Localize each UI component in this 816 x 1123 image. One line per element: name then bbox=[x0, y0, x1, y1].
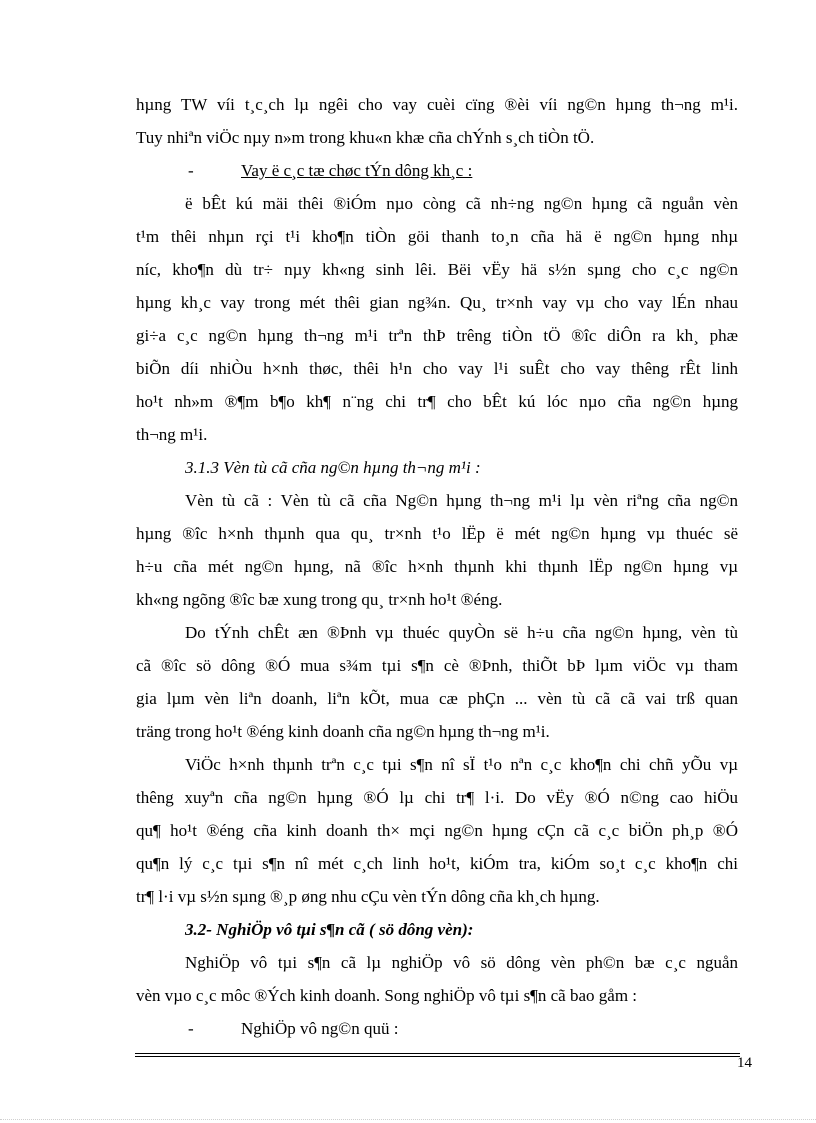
text-line: träng trong ho¹t ®éng kinh doanh cña ng©n hµng th¬ng m¹i. bbox=[136, 722, 550, 741]
text-line: ho¹t nh»m ®¶m b¶o kh¶ n¨ng chi tr¶ cho bÊt kú lóc nµo cña ng©n hµng bbox=[136, 392, 738, 411]
text-line: biÕn díi nhiÒu h×nh thøc, thêi h¹n cho vay l¹i suÊt cho vay thêng rÊt linh bbox=[136, 359, 738, 378]
list-bullet: - bbox=[188, 1019, 194, 1038]
list-bullet: - bbox=[188, 161, 194, 180]
text-line: Vèn tù cã : Vèn tù cã cña Ng©n hµng th¬ng m¹i lµ vèn riªng cña ng©n bbox=[185, 491, 738, 510]
text-line: qu¶n lý c¸c tµi s¶n nî mét c¸ch linh ho¹t, kiÓm tra, kiÓm so¸t c¸c kho¶n chi bbox=[136, 854, 738, 873]
text-line: kh«ng ngõng ®îc bæ xung trong qu¸ tr×nh ho¹t ®éng. bbox=[136, 590, 503, 609]
text-line: Tuy nhiªn viÖc nµy n»m trong khu«n khæ cña chÝnh s¸ch tiÒn tÖ. bbox=[136, 128, 595, 147]
text-line: gi÷a c¸c ng©n hµng th¬ng m¹i trªn thÞ trêng tiÒn tÖ ®îc diÔn ra kh¸ phæ bbox=[136, 326, 738, 345]
text-line: cã ®îc sö dông ®Ó mua s¾m tµi s¶n cè ®Þnh, thiÕt bÞ lµm viÖc vµ tham bbox=[136, 656, 738, 675]
text-line: NghiÖp vô tµi s¶n cã lµ nghiÖp vô sö dông vèn ph©n bæ c¸c nguån bbox=[185, 953, 738, 972]
page-number: 14 bbox=[737, 1055, 752, 1071]
footer-rule bbox=[135, 1053, 740, 1054]
page-edge-divider bbox=[0, 1119, 816, 1120]
list-item: NghiÖp vô ng©n quü : bbox=[241, 1019, 399, 1038]
text-line: hµng TW víi t¸c¸ch lµ ngêi cho vay cuèi cïng ®èi víi ng©n hµng th¬ng m¹i. bbox=[136, 95, 738, 114]
text-line: qu¶ ho¹t ®éng cña kinh doanh th× mçi ng©n hµng cÇn cã c¸c biÖn ph¸p ®Ó bbox=[136, 821, 738, 840]
text-line: t¹m thêi nhµn rçi t¹i kho¶n tiÒn göi thanh to¸n cña hä ë ng©n hµng nhµ bbox=[136, 227, 738, 246]
text-line: h÷u cña mét ng©n hµng, nã ®îc h×nh thµnh khi thµnh lËp ng©n hµng vµ bbox=[136, 557, 738, 576]
text-line: gia lµm vèn liªn doanh, liªn kÕt, mua cæ phÇn ... vèn tù cã cã vai trß quan bbox=[136, 689, 738, 708]
section-heading: 3.1.3 Vèn tù cã cña ng©n hµng th¬ng m¹i : bbox=[185, 458, 481, 477]
text-line: ViÖc h×nh thµnh trªn c¸c tµi s¶n nî sÏ t¹o nªn c¸c kho¶n chi chñ yÕu vµ bbox=[185, 755, 738, 774]
text-line: tr¶ l·i vµ s½n sµng ®¸p øng nhu cÇu vèn tÝn dông cña kh¸ch hµng. bbox=[136, 887, 600, 906]
list-item-heading: Vay ë c¸c tæ chøc tÝn dông kh¸c : bbox=[241, 161, 473, 180]
footer-rule bbox=[135, 1056, 740, 1057]
text-line: Do tÝnh chÊt æn ®Þnh vµ thuéc quyÒn së h÷u cña ng©n hµng, vèn tù bbox=[185, 623, 738, 642]
text-line: hµng kh¸c vay trong mét thêi gian ng¾n. Qu¸ tr×nh vay vµ cho vay lÉn nhau bbox=[136, 293, 738, 312]
text-line: hµng ®îc h×nh thµnh qua qu¸ tr×nh t¹o lËp ë mét ng©n hµng vµ thuéc së bbox=[136, 524, 738, 543]
text-line: vèn vµo c¸c môc ®Ých kinh doanh. Song nghiÖp vô tµi s¶n cã bao gåm : bbox=[136, 986, 638, 1005]
text-line: níc, kho¶n dù tr÷ nµy kh«ng sinh lêi. Bëi vËy hä s½n sµng cho c¸c ng©n bbox=[136, 260, 738, 279]
text-line: th¬ng m¹i. bbox=[136, 425, 208, 444]
text-line: thêng xuyªn cña ng©n hµng ®Ó lµ chi tr¶ l·i. Do vËy ®Ó n©ng cao hiÖu bbox=[136, 788, 738, 807]
text-line: ë bÊt kú mäi thêi ®iÓm nµo còng cã nh÷ng ng©n hµng cã nguån vèn bbox=[185, 194, 738, 213]
section-heading: 3.2- NghiÖp vô tµi s¶n cã ( sö dông vèn): bbox=[185, 920, 474, 939]
